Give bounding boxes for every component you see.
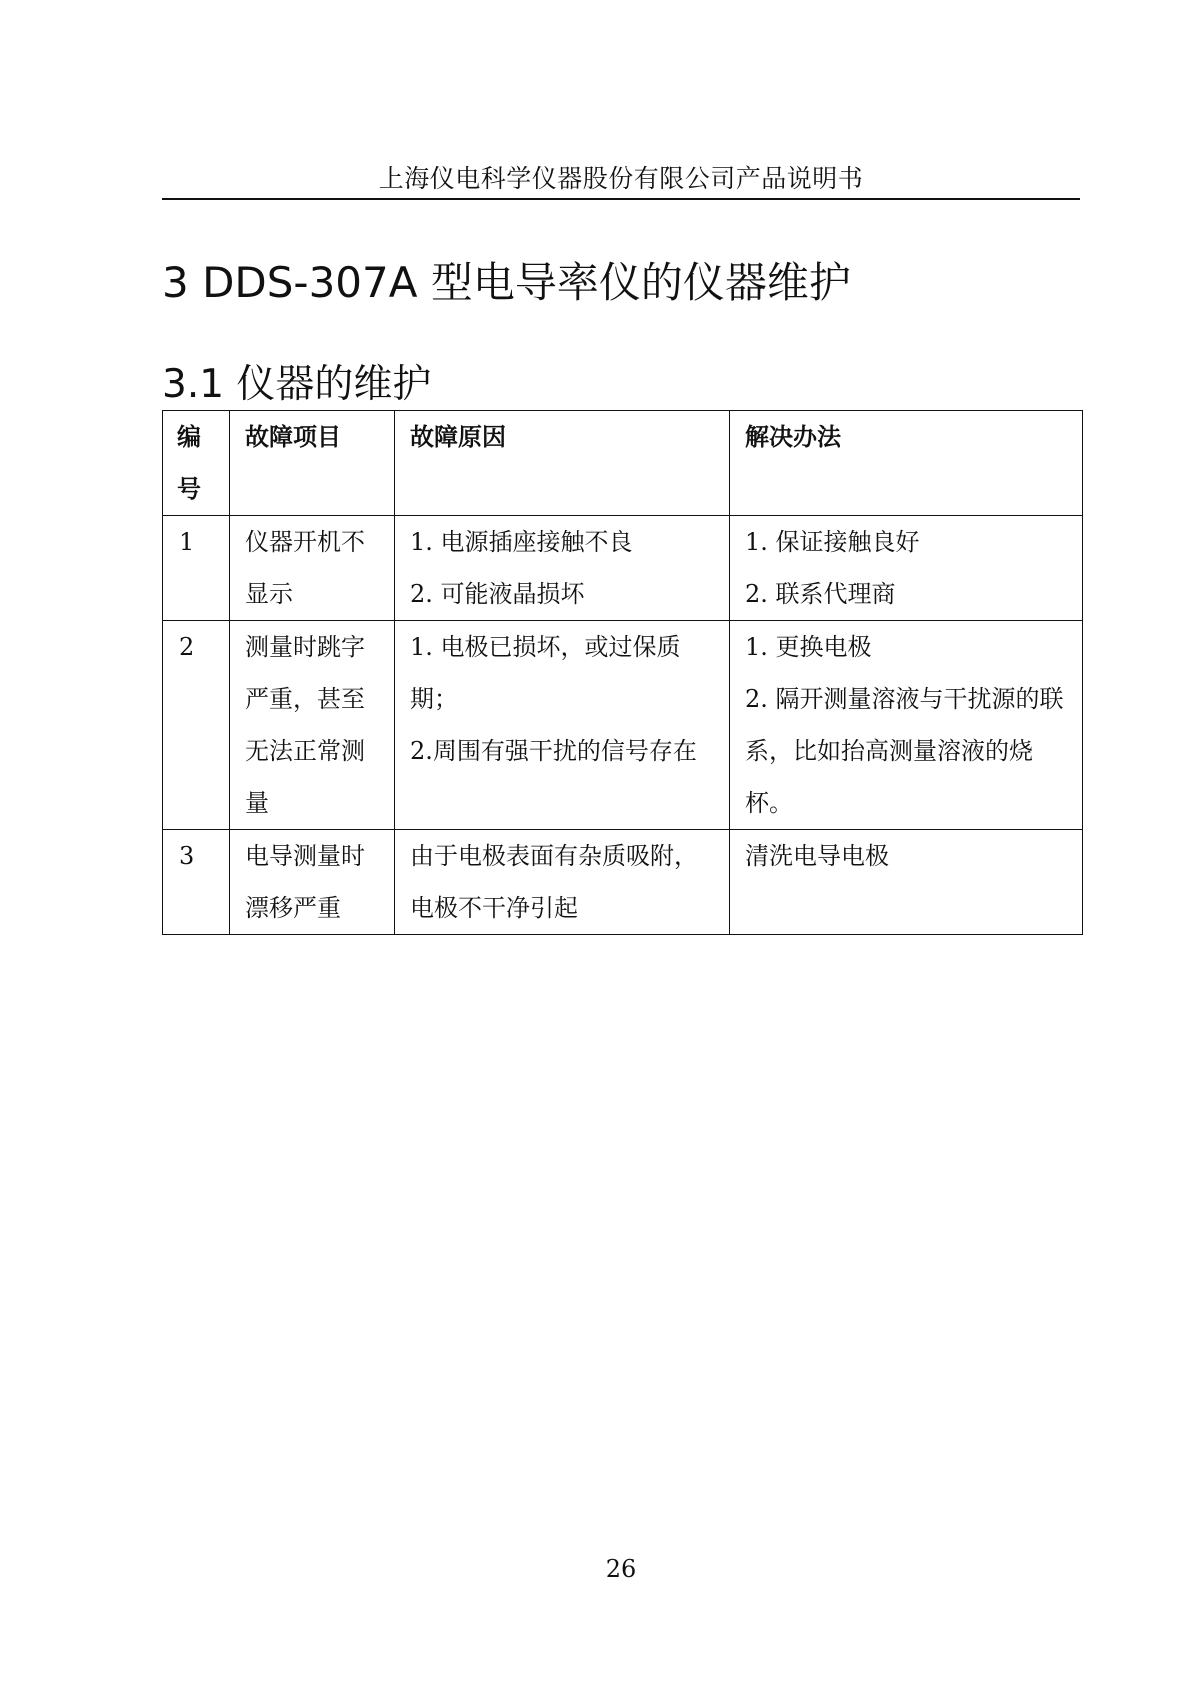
cause-line: 由于电极表面有杂质吸附，电极不干净引起 — [410, 842, 698, 922]
row-number: 2 — [163, 621, 230, 830]
table-row — [163, 621, 1083, 830]
chapter-title: 3 DDS-307A 型电导率仪的仪器维护 — [162, 258, 851, 307]
solution-line: 2. 隔开测量溶液与干扰源的联系，比如抬高测量溶液的烧杯。 — [745, 685, 1064, 817]
solution — [730, 830, 1083, 935]
fault-cause — [395, 621, 730, 830]
fault-item: 电导测量时漂移严重 — [230, 830, 395, 935]
fault-item: 测量时跳字严重，甚至无法正常测量 — [230, 621, 395, 830]
cause-line: 1. 电极已损坏，或过保质期； — [410, 633, 681, 713]
solution-line: 1. 保证接触良好 — [745, 528, 920, 556]
section-title: 3.1 仪器的维护 — [162, 362, 432, 407]
solution-line: 1. 更换电极 — [745, 633, 872, 661]
fault-item: 仪器开机不显示 — [230, 516, 395, 621]
fault-cause — [395, 830, 730, 935]
row-number: 3 — [163, 830, 230, 935]
header-solution: 解决办法 — [730, 411, 1083, 516]
maintenance-table — [162, 410, 1083, 935]
table-row — [163, 516, 1083, 621]
cause-line: 2. 可能液晶损坏 — [410, 580, 585, 608]
solution-line: 清洗电导电极 — [745, 842, 889, 870]
cause-line: 2.周围有强干扰的信号存在 — [410, 737, 697, 765]
header-fault-cause: 故障原因 — [395, 411, 730, 516]
row-number: 1 — [163, 516, 230, 621]
fault-cause — [395, 516, 730, 621]
header-fault-item: 故障项目 — [230, 411, 395, 516]
running-header: 上海仪电科学仪器股份有限公司产品说明书 — [378, 164, 864, 193]
header-rule — [162, 198, 1080, 200]
solution-line: 2. 联系代理商 — [745, 580, 896, 608]
solution — [730, 516, 1083, 621]
header-number: 编号 — [163, 411, 230, 516]
solution — [730, 621, 1083, 830]
table-header-row — [163, 411, 1083, 516]
table-row — [163, 830, 1083, 935]
page-number: 26 — [605, 1555, 637, 1583]
cause-line: 1. 电源插座接触不良 — [410, 528, 633, 556]
